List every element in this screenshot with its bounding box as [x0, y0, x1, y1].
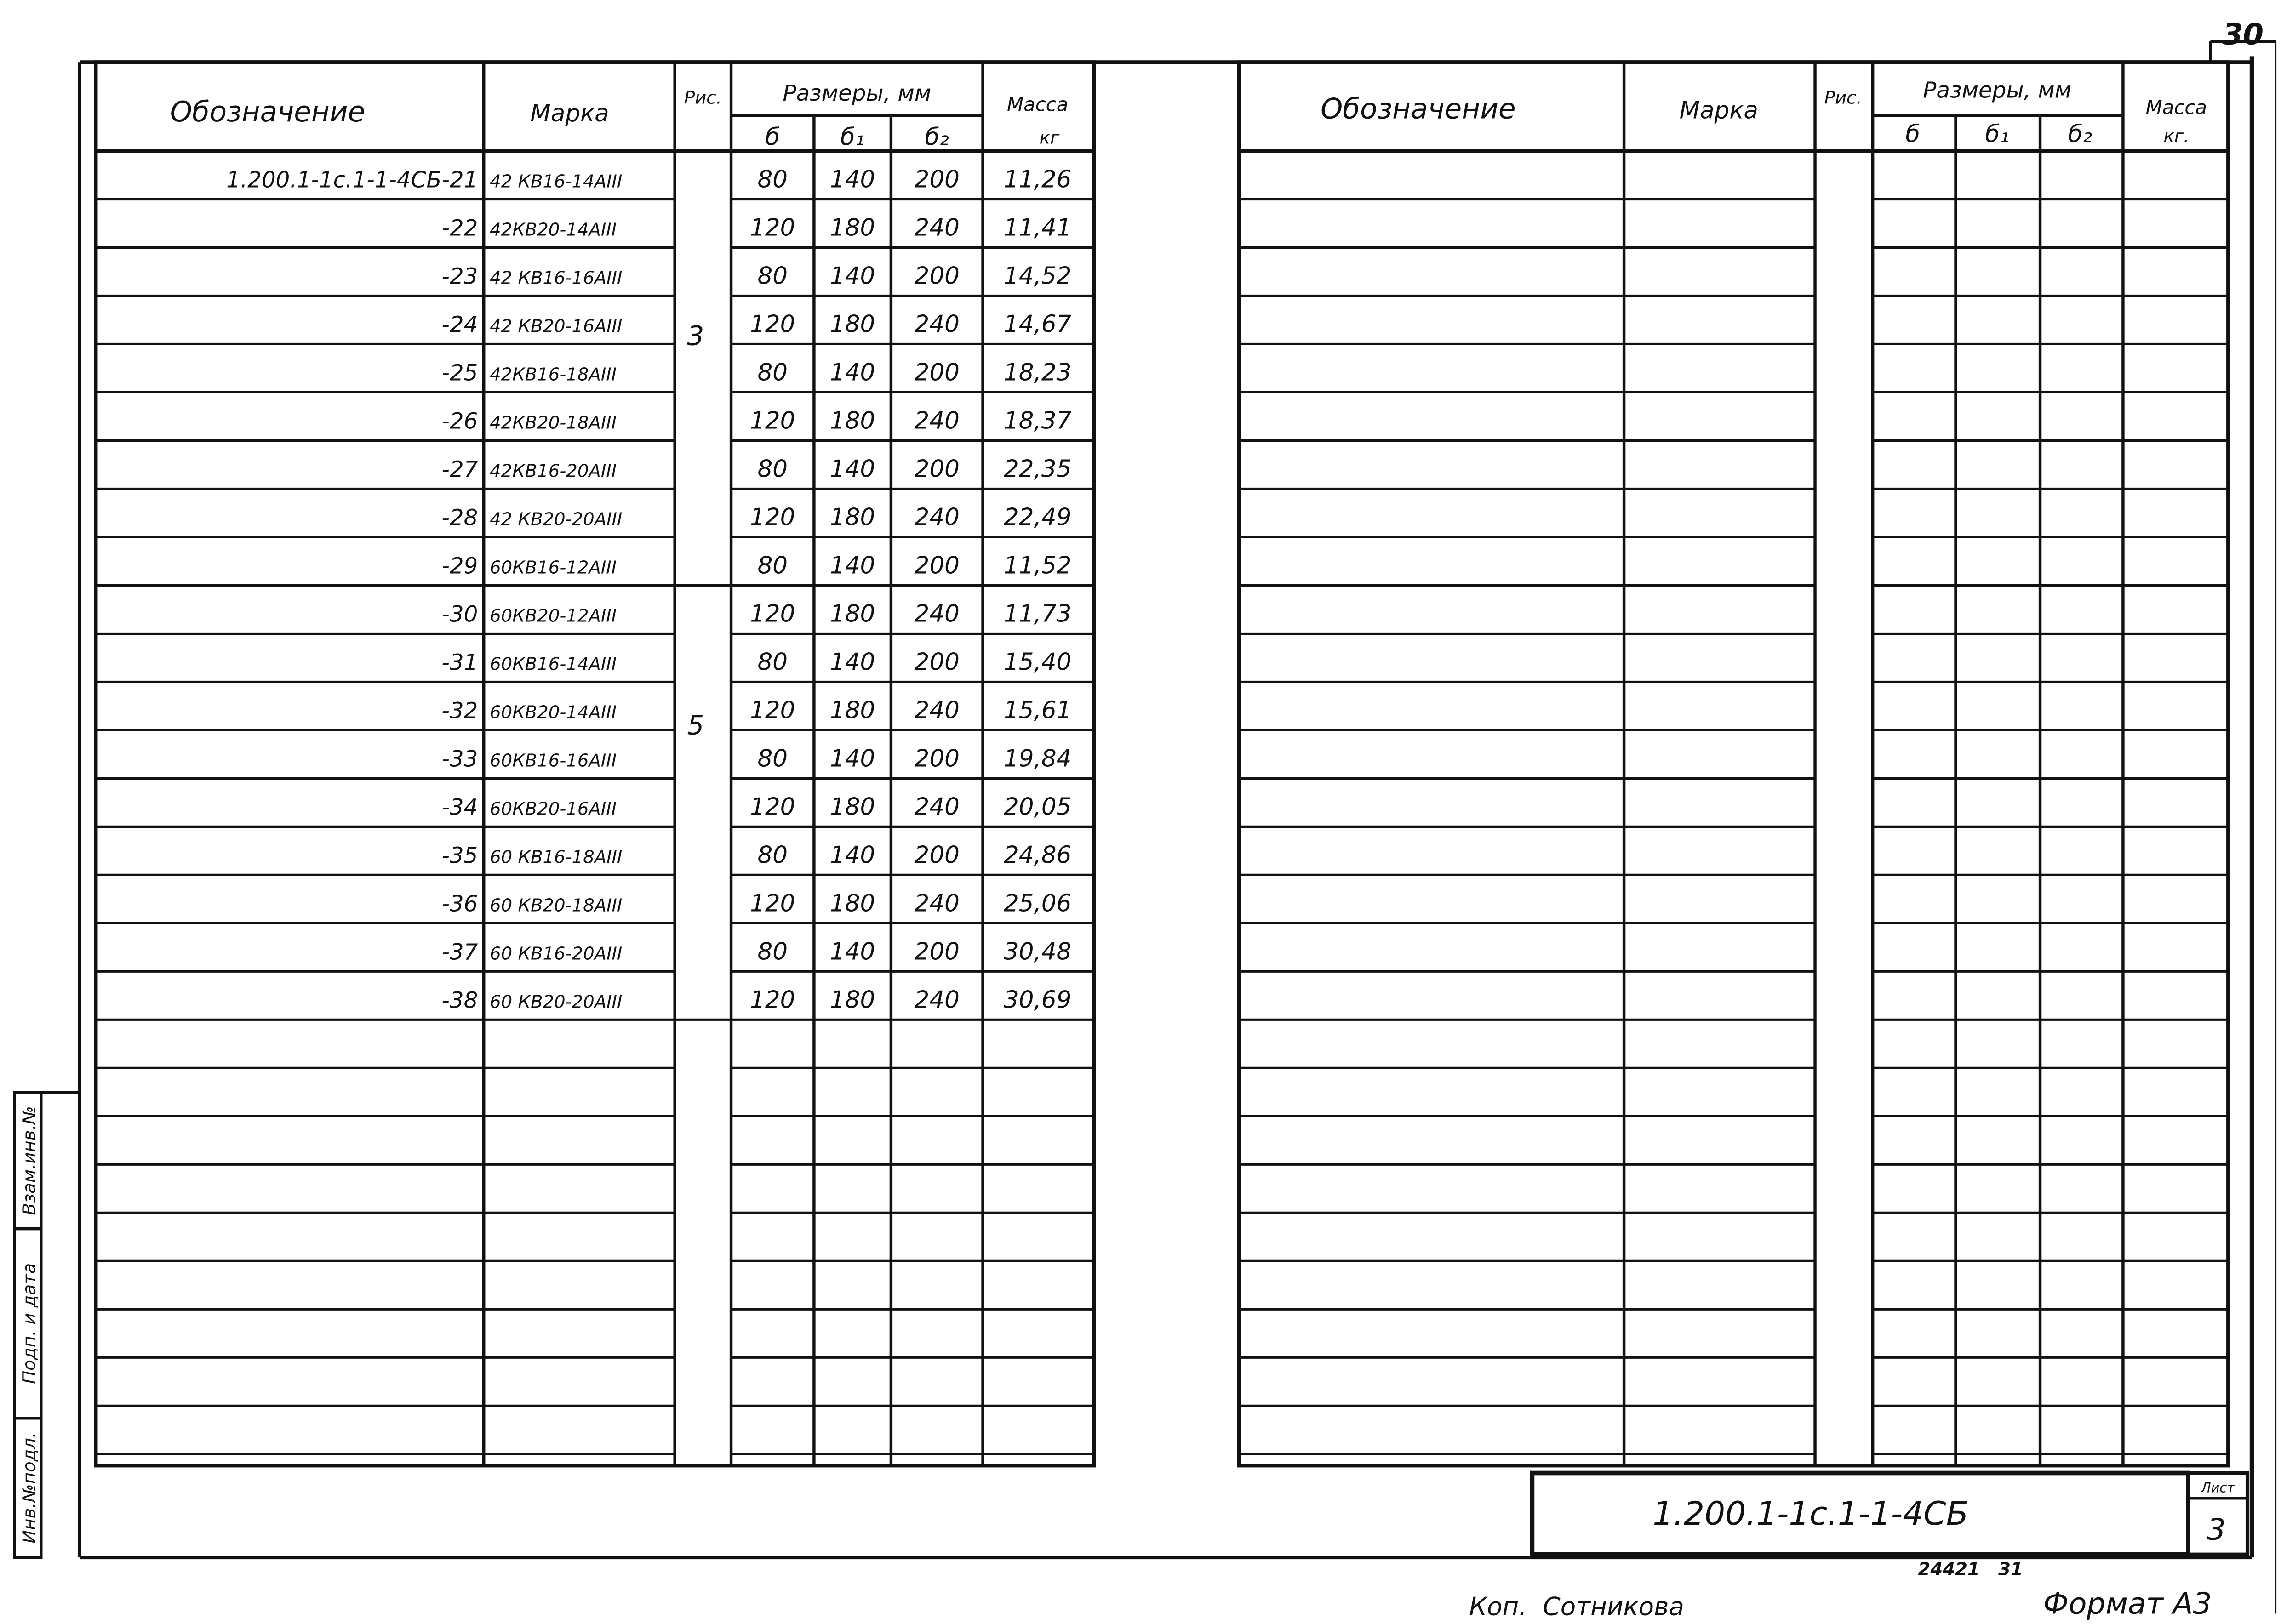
stamp-sign-date: Подп. и дата: [19, 1263, 40, 1384]
right-header-b2: б₂: [2068, 120, 2093, 148]
copied-by: Коп. Сотникова: [1469, 1591, 1684, 1621]
cell-b2: 240: [914, 696, 960, 724]
cell-brand: 60КВ16-12АIII: [490, 557, 617, 578]
cell-b1: 140: [829, 359, 875, 387]
cell-designation: -28: [441, 505, 478, 531]
cell-designation: -23: [441, 263, 478, 290]
left-header-b1: б₁: [840, 123, 865, 151]
cell-b1: 180: [829, 793, 875, 821]
cell-brand: 42 КВ16-14АIII: [490, 171, 623, 192]
cell-b2: 240: [914, 503, 960, 531]
right-header-brand: Марка: [1679, 97, 1758, 125]
cell-designation: -26: [441, 408, 478, 434]
cell-b2: 240: [914, 600, 960, 628]
left-header-fig: Рис.: [684, 87, 722, 108]
cell-b1: 140: [829, 262, 875, 290]
cell-brand: 42 КВ20-20АIII: [490, 509, 623, 530]
cell-mass: 11,41: [1003, 214, 1072, 242]
cell-designation: -32: [441, 698, 478, 724]
cell-brand: 60КВ16-14АIII: [490, 654, 617, 675]
cell-designation: -36: [441, 891, 478, 917]
cell-b: 120: [750, 214, 795, 242]
right-header-b: б: [1905, 120, 1920, 148]
cell-designation: -31: [441, 650, 478, 676]
cell-b1: 180: [829, 986, 875, 1014]
table-row: [226, 166, 1071, 194]
right-header-mass: Масса: [2145, 96, 2207, 119]
cell-b: 80: [757, 165, 788, 194]
left-table-rows: [226, 166, 1072, 1014]
table-row: [441, 311, 1071, 338]
cell-b1: 180: [829, 503, 875, 531]
cell-mass: 24,86: [1003, 841, 1072, 869]
doc-code: 1.200.1-1с.1-1-4СБ: [1652, 1494, 1969, 1533]
cell-brand: 42 КВ20-16АIII: [490, 316, 623, 337]
cell-mass: 18,37: [1003, 407, 1072, 435]
cell-brand: 42КВ16-18АIII: [490, 364, 617, 385]
cell-designation: -29: [441, 553, 478, 579]
table-row: [441, 407, 1071, 435]
table-row: [441, 842, 1071, 869]
cell-b2: 200: [914, 938, 960, 966]
cell-designation: -25: [441, 360, 478, 386]
cell-brand: 60КВ20-12АIII: [490, 605, 617, 627]
left-header-brand: Марка: [530, 100, 609, 128]
right-header-b1: б₁: [1985, 120, 2009, 148]
cell-b: 80: [757, 455, 788, 483]
table-row: [441, 697, 1071, 724]
cell-b2: 200: [914, 359, 960, 387]
cell-b2: 200: [914, 648, 960, 676]
cell-mass: 11,26: [1003, 165, 1072, 194]
cell-designation: 1.200.1-1с.1-1-4СБ-21: [226, 167, 478, 193]
cell-mass: 19,84: [1003, 745, 1072, 773]
left-header-designation: Обозначение: [170, 96, 366, 129]
cell-mass: 22,49: [1003, 503, 1072, 531]
fig-group-5-label: 5: [687, 709, 704, 741]
right-header-dims: Размеры, мм: [1923, 77, 2072, 103]
table-row: [441, 552, 1071, 580]
cell-designation: -30: [441, 601, 478, 627]
cell-b2: 240: [914, 310, 960, 338]
table-row: [441, 793, 1071, 821]
cell-b1: 140: [829, 745, 875, 773]
cell-mass: 11,52: [1003, 552, 1072, 580]
table-row: [441, 214, 1071, 242]
left-header-mass: Масса: [1007, 93, 1069, 116]
cell-designation: -27: [441, 456, 478, 483]
side-stamp: [14, 1093, 80, 1557]
stamp-replace-inv: Взам.инв.№: [19, 1106, 40, 1215]
cell-b1: 140: [829, 938, 875, 966]
cell-brand: 60КВ20-14АIII: [490, 702, 617, 723]
cell-b: 80: [757, 938, 788, 966]
cell-mass: 15,61: [1003, 696, 1072, 724]
cell-b: 80: [757, 841, 788, 869]
cell-designation: -22: [441, 215, 478, 241]
cell-brand: 60КВ20-16АIII: [490, 798, 617, 820]
table-row: [441, 456, 1071, 483]
cell-b1: 180: [829, 214, 875, 242]
cell-b2: 200: [914, 745, 960, 773]
cell-mass: 30,69: [1003, 986, 1072, 1014]
cell-b1: 140: [829, 841, 875, 869]
left-header-b: б: [765, 123, 780, 151]
left-header-mass-unit: кг: [1039, 127, 1060, 148]
cell-brand: 42 КВ16-16АIII: [490, 268, 623, 289]
cell-designation: -35: [441, 843, 478, 869]
sheet-label: Лист: [2201, 1480, 2235, 1496]
table-row: [441, 649, 1071, 676]
cell-b: 120: [750, 600, 795, 628]
fig-group-3-label: 3: [687, 320, 704, 352]
cell-b: 80: [757, 552, 788, 580]
cell-b2: 200: [914, 552, 960, 580]
cell-b2: 240: [914, 986, 960, 1014]
cell-b1: 180: [829, 310, 875, 338]
cell-designation: -37: [441, 939, 478, 965]
table-row: [441, 262, 1071, 290]
cell-mass: 15,40: [1003, 648, 1072, 676]
stamp-numbers: 24421 31: [1918, 1559, 2023, 1580]
cell-designation: -34: [441, 794, 478, 821]
cell-b: 120: [750, 793, 795, 821]
cell-designation: -33: [441, 746, 478, 772]
cell-b: 120: [750, 889, 795, 917]
stamp-inv-orig: Инв.№подл.: [19, 1432, 40, 1544]
cell-mass: 18,23: [1003, 359, 1072, 387]
cell-b: 120: [750, 503, 795, 531]
format-label: Формат А3: [2043, 1586, 2212, 1621]
cell-b2: 240: [914, 889, 960, 917]
cell-mass: 22,35: [1003, 455, 1072, 483]
right-header-mass-unit: кг.: [2163, 126, 2190, 147]
cell-mass: 25,06: [1003, 889, 1072, 917]
cell-designation: -24: [441, 312, 478, 338]
cell-b: 120: [750, 986, 795, 1014]
table-row: [441, 745, 1071, 773]
cell-b: 120: [750, 407, 795, 435]
cell-b2: 240: [914, 214, 960, 242]
table-row: [441, 600, 1071, 628]
cell-b2: 200: [914, 165, 960, 194]
cell-brand: 42КВ20-18АIII: [490, 412, 617, 433]
cell-b: 120: [750, 696, 795, 724]
cell-brand: 42КВ16-20АIII: [490, 461, 617, 482]
page-number: 30: [2222, 17, 2264, 52]
table-row: [441, 890, 1071, 917]
table-row: [441, 938, 1071, 966]
cell-brand: 60 КВ20-18АIII: [490, 895, 623, 916]
cell-b1: 180: [829, 407, 875, 435]
cell-b1: 180: [829, 600, 875, 628]
cell-mass: 11,73: [1003, 600, 1072, 628]
cell-brand: 60 КВ16-18АIII: [490, 847, 623, 868]
cell-b2: 200: [914, 841, 960, 869]
cell-b: 120: [750, 310, 795, 338]
cell-mass: 20,05: [1003, 793, 1072, 821]
cell-b2: 200: [914, 262, 960, 290]
cell-mass: 14,52: [1003, 262, 1072, 290]
table-row: [441, 359, 1071, 387]
cell-b2: 240: [914, 407, 960, 435]
cell-b1: 140: [829, 455, 875, 483]
cell-b2: 200: [914, 455, 960, 483]
right-header-fig: Рис.: [1824, 87, 1862, 108]
cell-b1: 140: [829, 165, 875, 194]
cell-designation: -38: [441, 987, 478, 1014]
cell-b1: 140: [829, 648, 875, 676]
cell-b: 80: [757, 648, 788, 676]
cell-mass: 30,48: [1003, 938, 1072, 966]
cell-b1: 180: [829, 889, 875, 917]
sheet-number: 3: [2207, 1512, 2226, 1547]
right-table: [1239, 62, 2228, 1465]
left-header-dims: Размеры, мм: [783, 80, 932, 107]
cell-mass: 14,67: [1003, 310, 1072, 338]
cell-brand: 42КВ20-14АIII: [490, 219, 617, 240]
cell-brand: 60КВ16-16АIII: [490, 750, 617, 771]
cell-brand: 60 КВ20-20АIII: [490, 991, 623, 1013]
cell-b: 80: [757, 262, 788, 290]
cell-b1: 140: [829, 552, 875, 580]
cell-brand: 60 КВ16-20АIII: [490, 943, 623, 964]
left-header-b2: б₂: [925, 123, 949, 151]
cell-b: 80: [757, 745, 788, 773]
right-header-designation: Обозначение: [1321, 92, 1516, 125]
table-row: [441, 504, 1071, 531]
cell-b2: 240: [914, 793, 960, 821]
cell-b1: 180: [829, 696, 875, 724]
cell-b: 80: [757, 359, 788, 387]
table-row: [441, 986, 1071, 1014]
